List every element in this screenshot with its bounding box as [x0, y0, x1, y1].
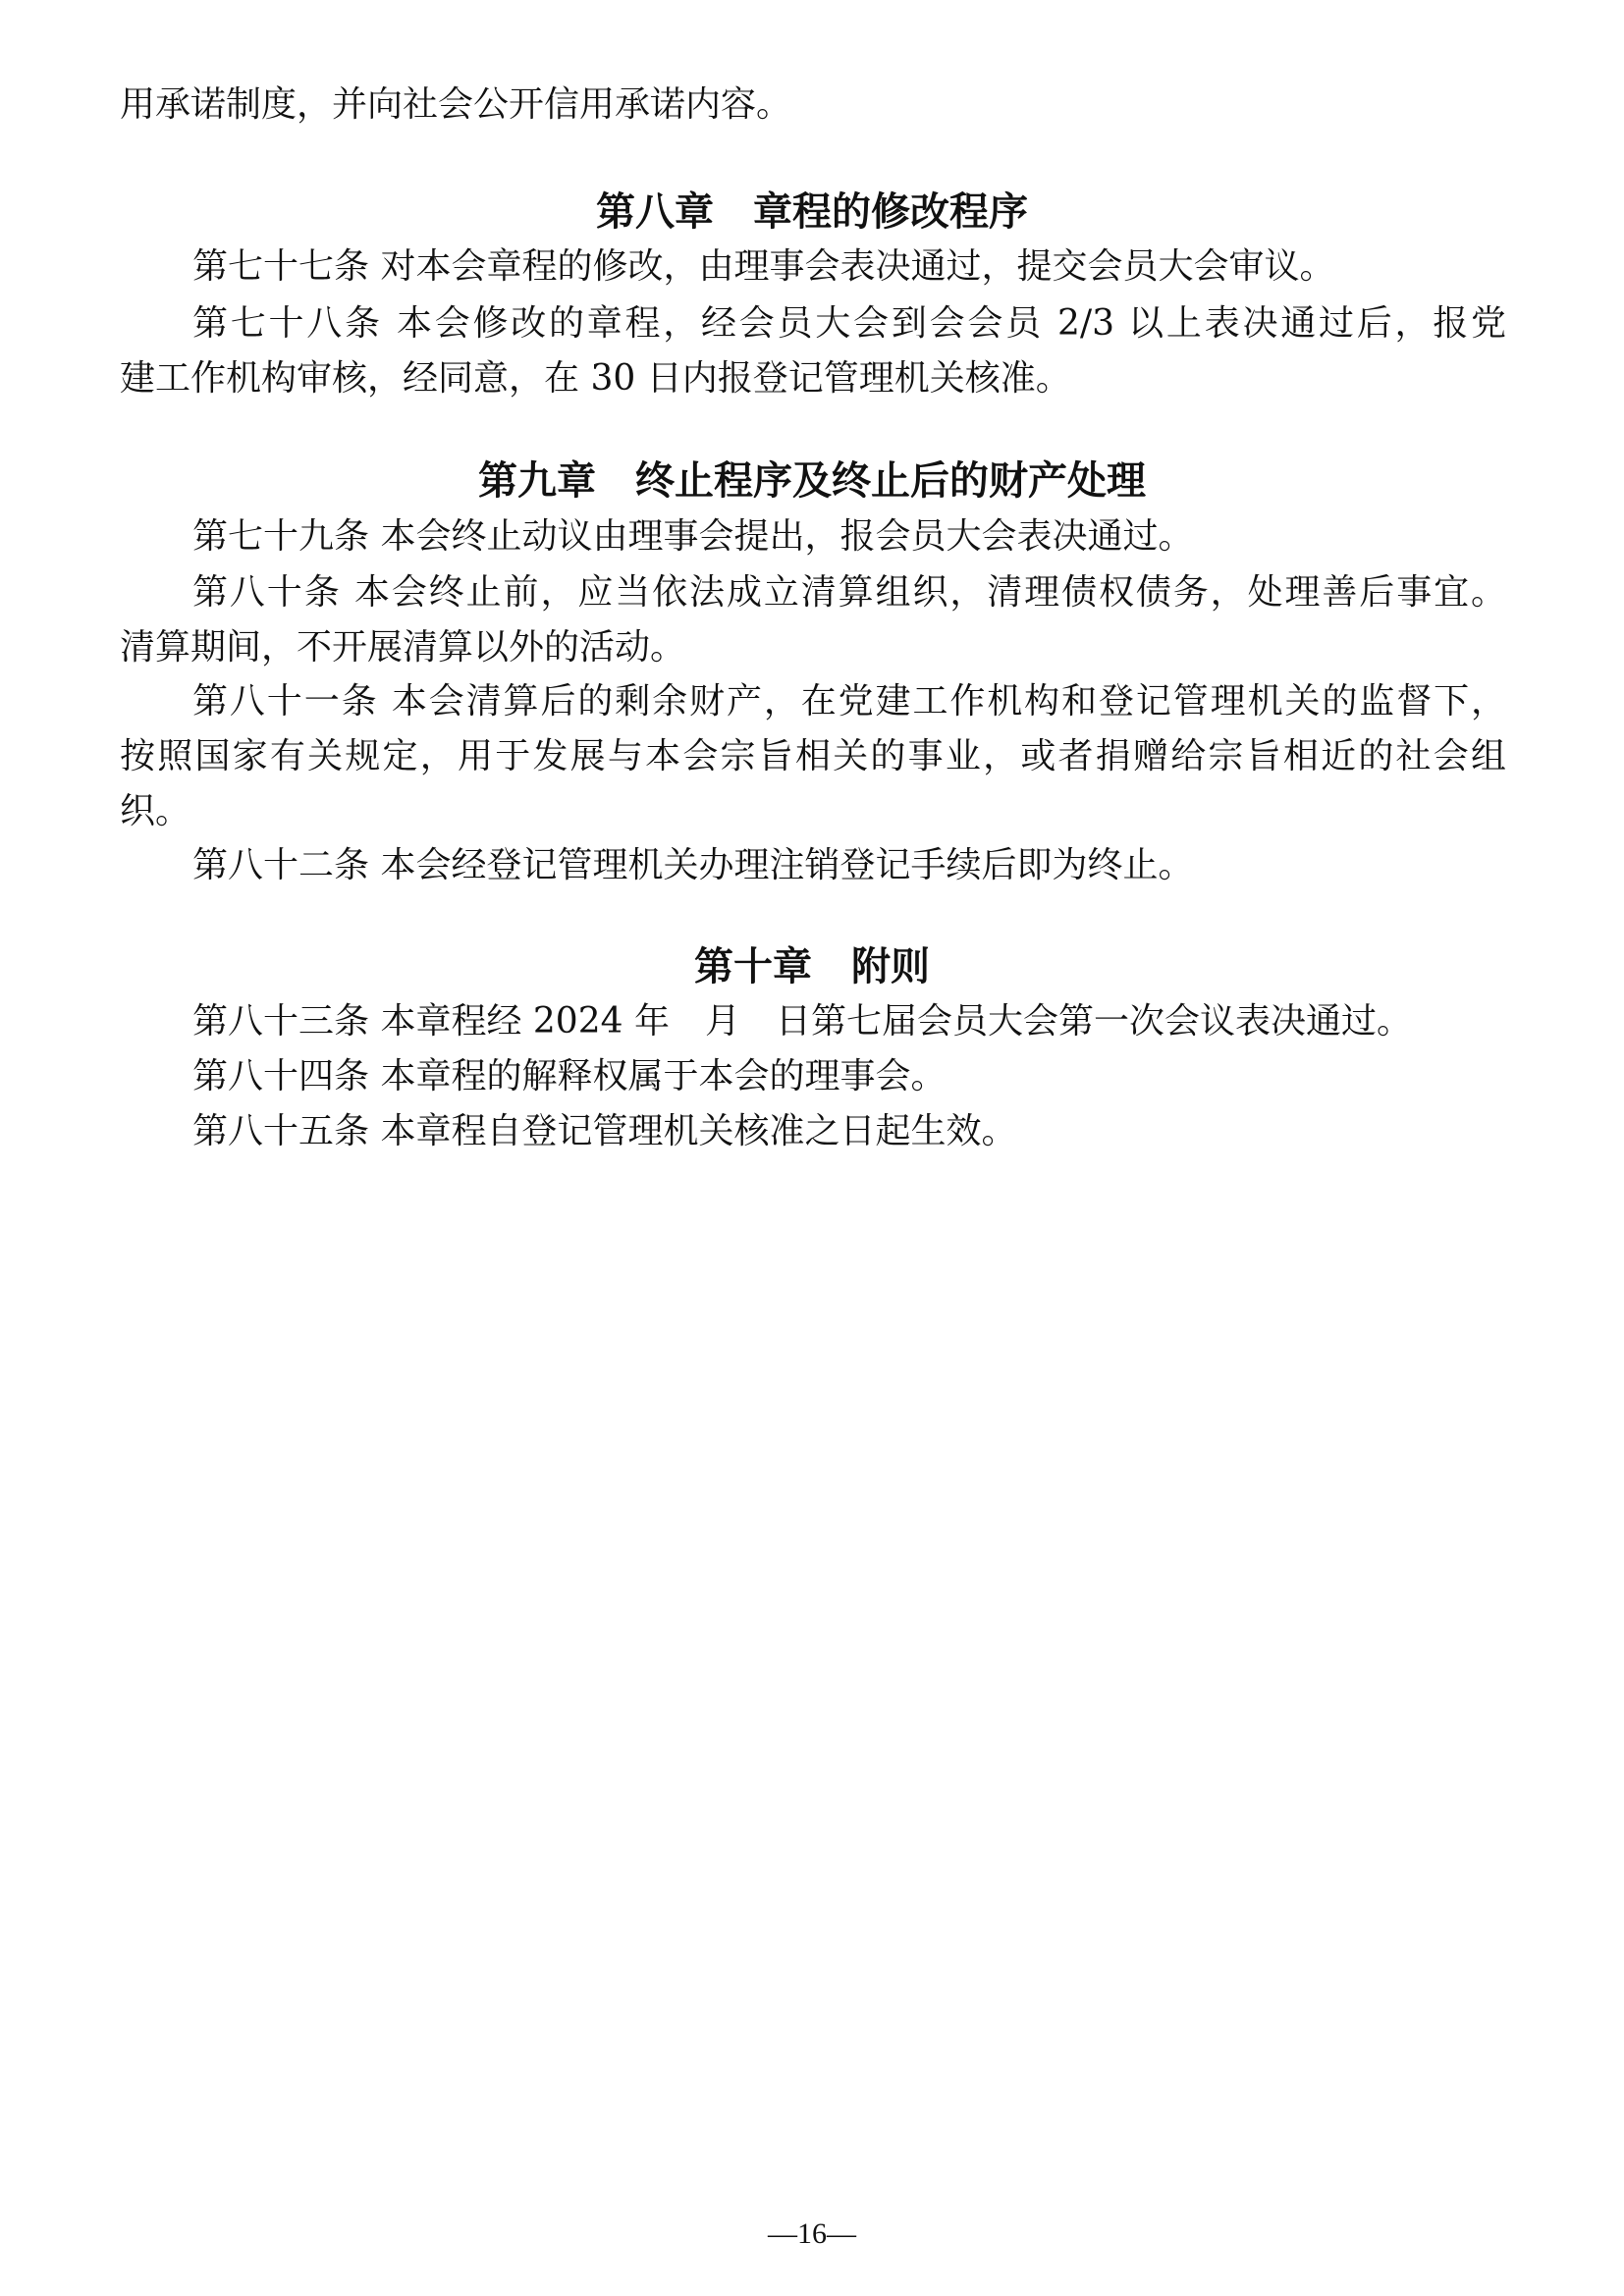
article-83: 第八十三条 本章程经 2024 年 月 日第七届会员大会第一次会议表决通过。 [192, 1001, 1412, 1041]
chapter-10-heading: 第十章 附则 [694, 944, 930, 989]
article-78-line-1: 第七十八条 本会修改的章程，经会员大会到会会员 2/3 以上表决通过后，报党 [192, 303, 1506, 344]
page-number: —16— [768, 2217, 856, 2250]
chapter-8-heading: 第八章 章程的修改程序 [596, 189, 1028, 235]
article-82: 第八十二条 本会经登记管理机关办理注销登记手续后即为终止。 [192, 845, 1194, 885]
article-84: 第八十四条 本章程的解释权属于本会的理事会。 [192, 1056, 947, 1096]
article-81-line-3: 织。 [120, 791, 191, 831]
article-80-line-2: 清算期间，不开展清算以外的活动。 [120, 627, 686, 667]
article-85: 第八十五条 本章程自登记管理机关核准之日起生效。 [192, 1111, 1017, 1151]
article-79: 第七十九条 本会终止动议由理事会提出，报会员大会表决通过。 [192, 516, 1194, 557]
article-78-line-2: 建工作机构审核，经同意，在 30 日内报登记管理机关核准。 [120, 358, 1071, 399]
paragraph-line: 用承诺制度，并向社会公开信用承诺内容。 [120, 84, 792, 125]
article-81-line-1: 第八十一条 本会清算后的剩余财产，在党建工作机构和登记管理机关的监督下， [192, 681, 1506, 721]
article-81-line-2: 按照国家有关规定，用于发展与本会宗旨相关的事业，或者捐赠给宗旨相近的社会组 [120, 736, 1506, 776]
article-77: 第七十七条 对本会章程的修改，由理事会表决通过，提交会员大会审议。 [192, 246, 1335, 287]
article-80-line-1: 第八十条 本会终止前，应当依法成立清算组织，清理债权债务，处理善后事宜。 [192, 572, 1506, 613]
chapter-9-heading: 第九章 终止程序及终止后的财产处理 [478, 458, 1146, 504]
